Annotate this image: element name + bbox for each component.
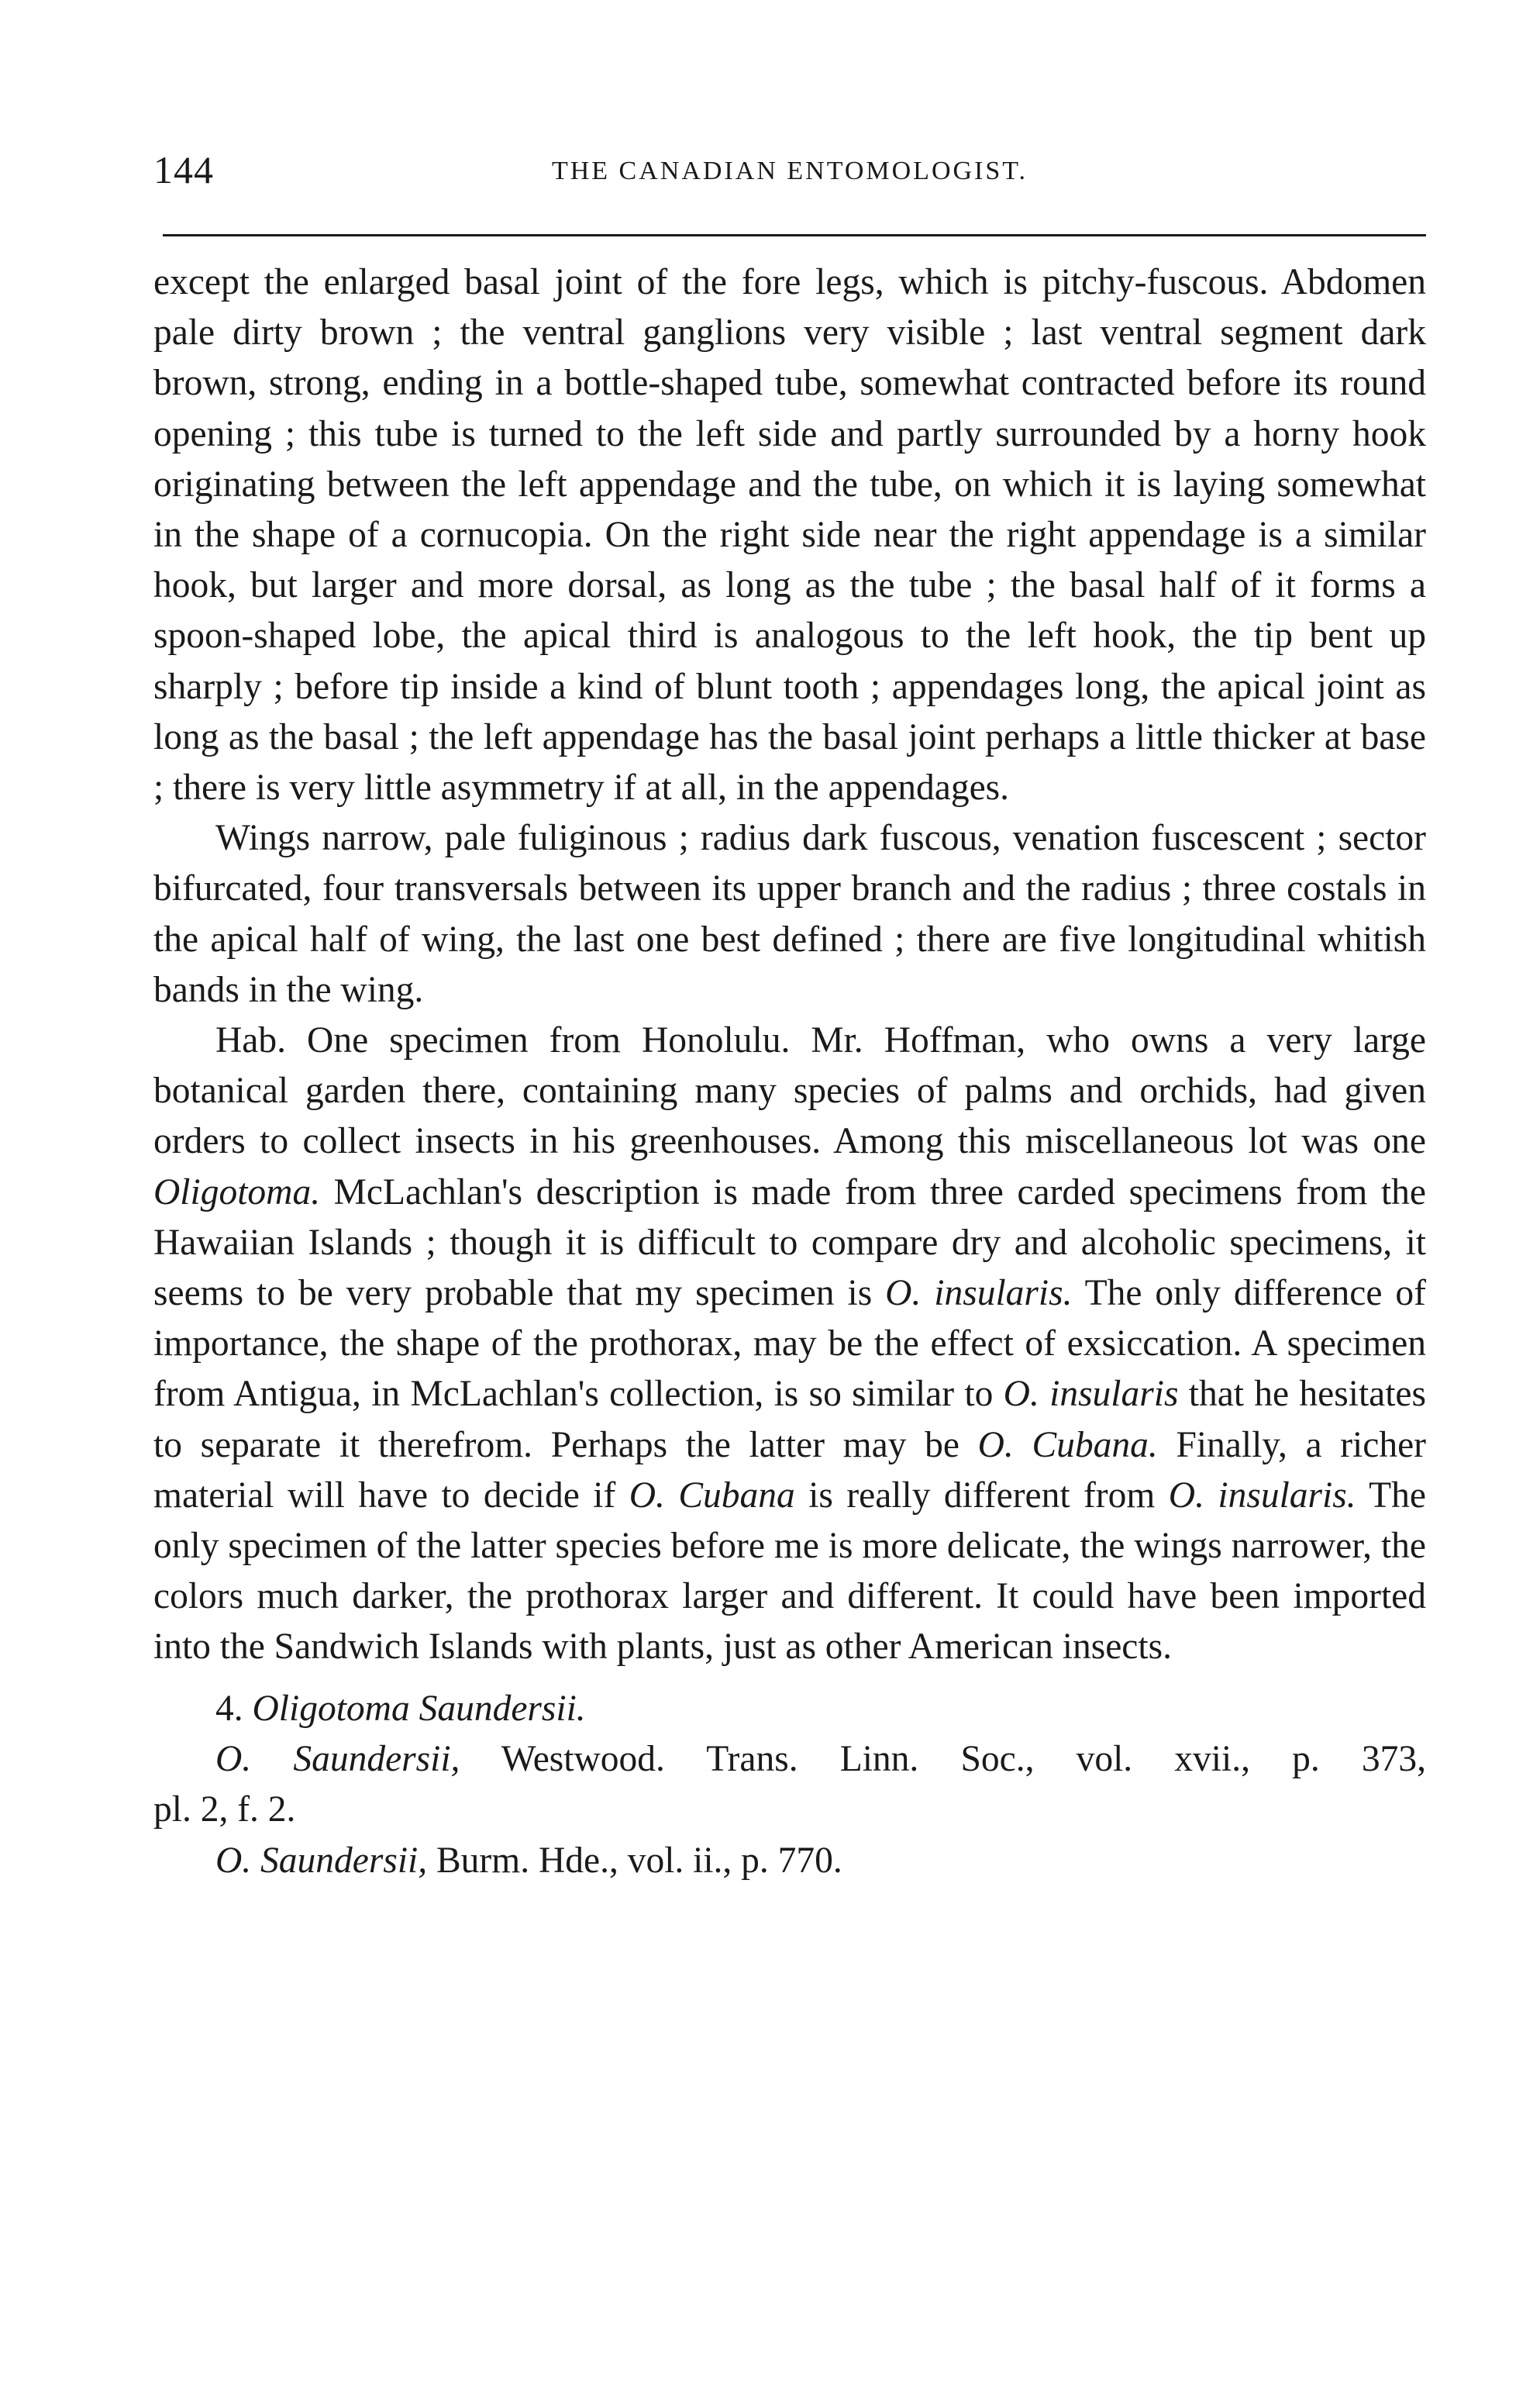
taxon-name: O. insularis. [885,1273,1073,1314]
paragraph-abdomen: except the enlarged basal joint of the fore legs, which is pitchy-fuscous. Abdomen pale dirty brown ; the ventral ganglions very visible ; last ventral segment dark brown, strong, ending in a bottle-shaped tube, somewhat contracted before its round opening ; this tube is turned to the left side and partly surrounded by a horny hook originating between the left appendage and the tube, on which it is laying somewhat in the shape of a cornucopia. On the right side near the right appendage is a similar hook, but larger and more dorsal, as long as the tube ; the basal half of it forms a spoon-shaped lobe, the apical third is analogous to the left hook, the tip bent up sharply ; before tip inside a kind of blunt tooth ; appendages long, the apical joint as long as the basal ; the left appendage has the basal joint perhaps a little thicker at base ; there is very little asymmetry if at all, in the appendages. [153,262,1426,809]
species-number: 4. [215,1688,243,1729]
species-entry [153,1684,1426,1886]
reference-name: O. Saundersii, [215,1739,460,1780]
habitat-text: Finally, a richer material will have to decide if [153,1424,1426,1516]
paragraph-wings: Wings narrow, pale fuliginous ; radius dark fuscous, venation fuscescent ; sector bifurcated, four transversals between its upper branch and the radius ; three costals in the apical half of wing, the last one best defined ; there are five longitudinal whitish bands in the wing. [153,818,1426,1010]
species-reference-2 [153,1836,1426,1886]
habitat-text: The only specimen of the latter species before me is more delicate, the wings narrower, the colors much darker, the prothorax larger and different. It could have been imported into the Sandwich Islands with plants, just as other American insects. [153,1475,1426,1668]
species-reference-1 [153,1734,1426,1785]
article-body [153,257,1426,1673]
page-header [153,147,1426,202]
habitat-text: that he hesitates to separate it therefrom. Perhaps the latter may be [153,1374,1426,1465]
habitat-text: The only difference of importance, the shape of the prothorax, may be the effect of exsiccation. A specimen from Antigua, in McLachlan's collection, is so similar to [153,1273,1426,1415]
taxon-name: O. Cubana [629,1475,795,1516]
reference-text: Burm. Hde., vol. ii., p. 770. [427,1840,842,1881]
running-head: THE CANADIAN ENTOMOLOGIST. [551,157,1028,185]
species-reference-1-continued: pl. 2, f. 2. [153,1789,296,1830]
taxon-name: O. insularis [1003,1374,1179,1415]
taxon-name: Oligotoma. [153,1171,321,1212]
header-rule [163,234,1426,236]
taxon-name: O. Cubana. [977,1424,1158,1465]
habitat-text: is really different from [794,1475,1169,1516]
species-heading [153,1684,1426,1734]
page-number: 144 [153,148,214,191]
species-name: Oligotoma Saundersii. [252,1688,586,1729]
taxon-name: O. insularis. [1168,1475,1356,1516]
habitat-text: McLachlan's description is made from three carded specimens from the Hawaiian Islands ; though it is difficult to compare dry and alcoholic specimens, it seems to be very probable that my specimen is [153,1171,1426,1314]
paragraph-habitat [153,1016,1426,1673]
habitat-text: Hab. One specimen from Honolulu. Mr. Hoffman, who owns a very large botanical garden there, containing many species of palms and orchids, had given orders to collect insects in his greenhouses. Among this miscellaneous lot was one [153,1020,1426,1162]
reference-text: Westwood. Trans. Linn. Soc., vol. xvii., p. 373, [460,1739,1427,1780]
reference-name: O. Saundersii, [215,1840,428,1881]
